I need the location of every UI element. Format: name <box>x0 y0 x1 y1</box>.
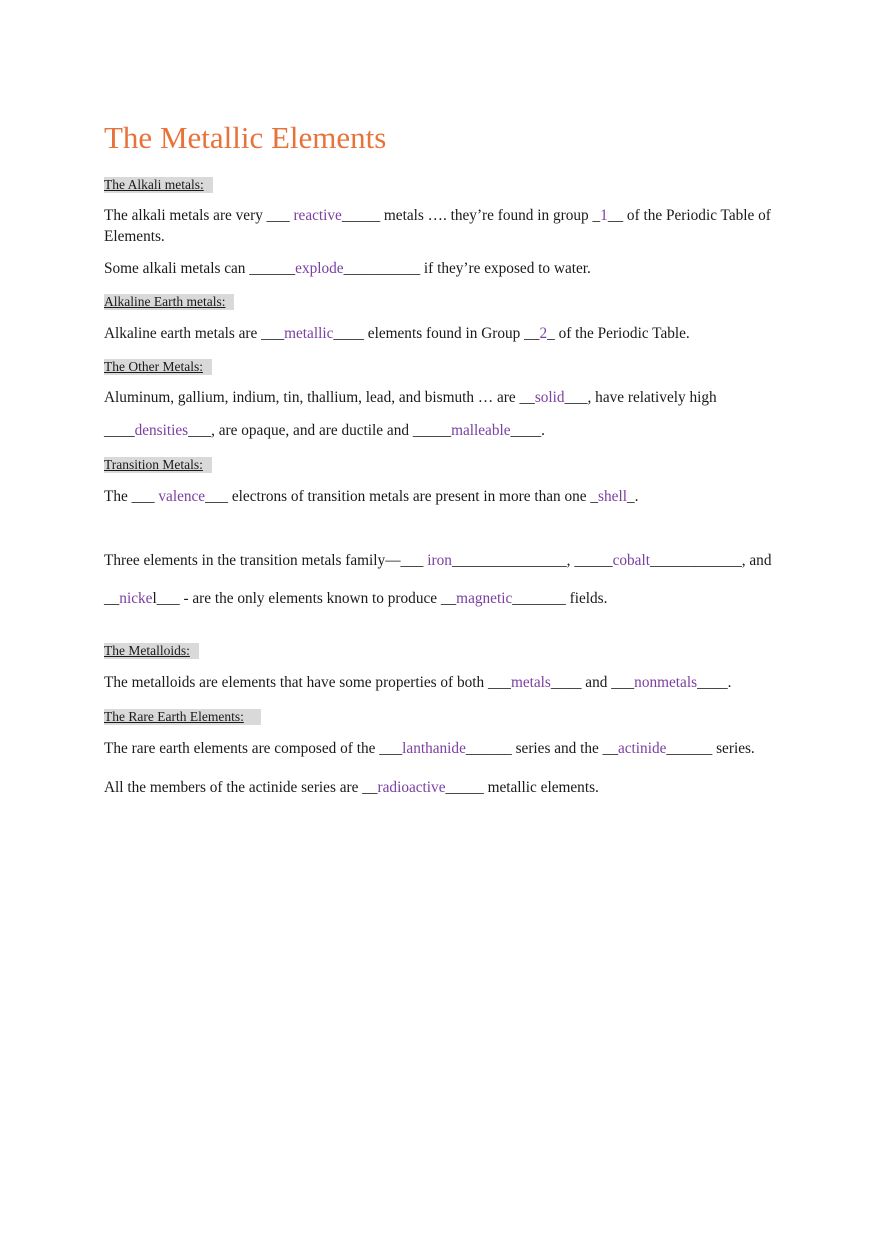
answer: valence <box>158 488 206 505</box>
paragraph <box>104 387 804 408</box>
answer: explode <box>295 260 344 277</box>
text: ____ elements found in Group __ <box>333 325 540 342</box>
text: Alkaline earth metals are ___ <box>104 325 285 342</box>
section-heading: Transition Metals: <box>104 457 212 473</box>
text: ____________, and <box>649 552 772 569</box>
text: ____. <box>510 422 545 439</box>
paragraph <box>104 550 804 571</box>
text: ___ electrons of transition metals are present in more than one _ <box>205 488 599 505</box>
section-other-metals <box>104 358 804 441</box>
text: ___, are opaque, and are ductile and _____ <box>188 422 452 439</box>
answer: cobalt <box>612 552 650 569</box>
paragraph <box>104 588 804 609</box>
answer: actinide <box>617 740 667 757</box>
answer: 1 <box>600 207 608 224</box>
text: ___, have relatively high <box>564 389 717 406</box>
text: ______ series and the __ <box>465 740 618 757</box>
section-heading: Alkaline Earth metals: <box>104 294 234 310</box>
text: _______________, _____ <box>451 552 613 569</box>
text: _____ metallic elements. <box>445 779 599 796</box>
text: Some alkali metals can ______ <box>104 260 296 277</box>
section-heading: The Other Metals: <box>104 359 212 375</box>
text: _ of the Periodic Table. <box>547 325 690 342</box>
text: The rare earth elements are composed of the ___ <box>104 740 403 757</box>
text: The metalloids are elements that have some properties of both ___ <box>104 674 511 691</box>
text: _____ metals …. they’re found in group _ <box>341 207 601 224</box>
paragraph <box>104 672 804 693</box>
answer: malleable <box>451 422 511 439</box>
answer: nicke <box>119 590 153 607</box>
paragraph <box>104 738 804 759</box>
answer: reactive <box>293 207 342 224</box>
document-content <box>104 118 804 798</box>
answer: shell <box>598 488 627 505</box>
paragraph <box>104 420 804 441</box>
answer: 2 <box>539 325 548 342</box>
text: ____. <box>697 674 732 691</box>
answer: iron <box>427 552 452 569</box>
answer: lanthanide <box>402 740 466 757</box>
text: All the members of the actinide series are __ <box>104 779 378 796</box>
section-rare-earth-elements <box>104 708 804 798</box>
section-heading: The Alkali metals: <box>104 177 213 193</box>
answer: metallic <box>284 325 334 342</box>
text: ____ and ___ <box>550 674 635 691</box>
answer: radioactive <box>377 779 446 796</box>
page-title: The Metallic Elements <box>104 120 387 155</box>
text: _______ fields. <box>512 590 608 607</box>
section-heading: The Rare Earth Elements: <box>104 709 261 725</box>
text: __ <box>104 590 120 607</box>
answer: densities <box>134 422 189 439</box>
section-heading: The Metalloids: <box>104 643 199 659</box>
text: l___ - are the only elements known to produce __ <box>152 590 457 607</box>
text: __ of the Periodic Table of Elements. <box>104 207 771 245</box>
text: __________ if they’re exposed to water. <box>343 260 591 277</box>
paragraph <box>104 777 804 798</box>
paragraph <box>104 205 804 247</box>
answer: magnetic <box>456 590 513 607</box>
text: The ___ <box>104 488 159 505</box>
text: _. <box>626 488 639 505</box>
section-alkaline-earth-metals <box>104 293 804 344</box>
paragraph <box>104 486 804 507</box>
text: ____ <box>104 422 135 439</box>
section-transition-metals <box>104 456 804 609</box>
answer: metals <box>510 674 551 691</box>
section-metalloids <box>104 642 804 693</box>
paragraph <box>104 323 804 344</box>
answer: nonmetals <box>634 674 698 691</box>
section-alkali-metals <box>104 176 804 279</box>
text: ______ series. <box>666 740 755 757</box>
text: The alkali metals are very ___ <box>104 207 294 224</box>
answer: solid <box>534 389 565 406</box>
text: Aluminum, gallium, indium, tin, thallium, lead, and bismuth … are __ <box>104 389 535 406</box>
text: Three elements in the transition metals family—___ <box>104 552 428 569</box>
paragraph <box>104 258 804 279</box>
